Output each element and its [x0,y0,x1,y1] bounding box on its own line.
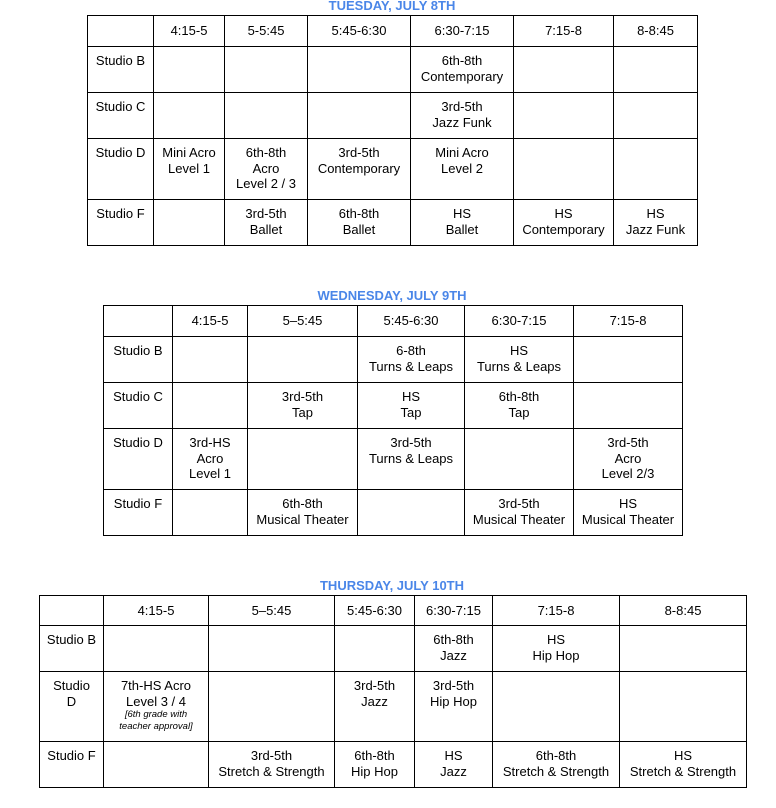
class-cell: 3rd-5th Acro Level 2/3 [574,429,683,490]
time-header: 7:15-8 [514,16,614,47]
class-cell [248,429,358,490]
time-header: 5:45-6:30 [308,16,411,47]
time-header: 5–5:45 [248,306,358,337]
table-row [40,626,747,672]
time-header: 7:15-8 [493,596,620,626]
class-cell [308,93,411,139]
class-cell: 3rd-5th Ballet [225,200,308,246]
class-cell: HS Hip Hop [493,626,620,672]
class-cell [154,93,225,139]
class-cell [173,383,248,429]
time-header: 5–5:45 [209,596,335,626]
time-header: 4:15-5 [154,16,225,47]
class-cell [209,672,335,742]
class-cell [209,626,335,672]
table-row [88,200,698,246]
table-header-row [88,16,698,47]
class-note: [6th grade with teacher approval] [119,709,193,732]
studio-label: Studio F [88,200,154,246]
class-cell: 6th-8th Contemporary [411,47,514,93]
class-cell: HS Musical Theater [574,490,683,536]
class-cell: 3rd-5th Hip Hop [415,672,493,742]
table-header-row [40,596,747,626]
corner-cell [104,306,173,337]
time-header: 5:45-6:30 [335,596,415,626]
class-cell: HS Jazz Funk [614,200,698,246]
studio-label: Studio D [88,139,154,200]
studio-label: Studio C [88,93,154,139]
class-cell: 6th-8th Hip Hop [335,742,415,788]
class-cell: 7th-HS Acro Level 3 / 4 [6th grade with teacher approval] [104,672,209,742]
tuesday-title: TUESDAY, JULY 8TH [328,0,456,13]
wednesday-title: WEDNESDAY, JULY 9TH [317,288,467,303]
class-cell [154,200,225,246]
class-cell: HS Jazz [415,742,493,788]
studio-label: Studio D [40,672,104,742]
class-cell: HS Tap [358,383,465,429]
time-header: 6:30-7:15 [415,596,493,626]
class-cell [614,93,698,139]
class-cell: 6th-8th Stretch & Strength [493,742,620,788]
wednesday-schedule-table [103,305,683,536]
table-row [88,47,698,93]
class-cell [248,337,358,383]
class-cell: 3rd-5th Jazz Funk [411,93,514,139]
time-header: 5:45-6:30 [358,306,465,337]
class-cell: HS Contemporary [514,200,614,246]
class-cell: 6-8th Turns & Leaps [358,337,465,383]
studio-label: Studio F [40,742,104,788]
class-cell: 3rd-5th Stretch & Strength [209,742,335,788]
studio-label: Studio B [40,626,104,672]
table-row [104,429,683,490]
class-cell [614,47,698,93]
class-cell [308,47,411,93]
class-cell: 6th-8th Musical Theater [248,490,358,536]
class-cell [358,490,465,536]
table-row [104,337,683,383]
table-row [104,490,683,536]
class-cell: 3rd-5th Musical Theater [465,490,574,536]
class-cell [465,429,574,490]
table-row [40,742,747,788]
class-cell [574,383,683,429]
studio-label: Studio F [104,490,173,536]
studio-label: Studio B [104,337,173,383]
class-cell [620,626,747,672]
class-cell: 3rd-5th Jazz [335,672,415,742]
class-cell [335,626,415,672]
table-row [40,672,747,742]
studio-label: Studio D [104,429,173,490]
class-cell [104,742,209,788]
time-header: 7:15-8 [574,306,683,337]
thursday-schedule-table [39,595,747,788]
time-header: 4:15-5 [104,596,209,626]
class-cell [173,490,248,536]
table-row [104,383,683,429]
table-row [88,139,698,200]
class-cell: 3rd-5th Turns & Leaps [358,429,465,490]
class-cell [614,139,698,200]
class-cell: 6th-8th Tap [465,383,574,429]
corner-cell [88,16,154,47]
time-header: 8-8:45 [614,16,698,47]
table-header-row [104,306,683,337]
class-cell: HS Ballet [411,200,514,246]
class-cell [620,672,747,742]
studio-label: Studio C [104,383,173,429]
corner-cell [40,596,104,626]
class-cell [514,139,614,200]
class-cell [493,672,620,742]
class-cell [225,47,308,93]
class-cell: Mini Acro Level 1 [154,139,225,200]
class-cell: 6th-8th Acro Level 2 / 3 [225,139,308,200]
tuesday-schedule-table [87,15,698,246]
class-cell: HS Turns & Leaps [465,337,574,383]
class-cell [104,626,209,672]
class-cell [225,93,308,139]
time-header: 6:30-7:15 [411,16,514,47]
class-cell: 6th-8th Jazz [415,626,493,672]
class-cell: 6th-8th Ballet [308,200,411,246]
class-cell: HS Stretch & Strength [620,742,747,788]
class-cell: 3rd-5th Tap [248,383,358,429]
class-cell [173,337,248,383]
class-cell: 3rd-HS Acro Level 1 [173,429,248,490]
time-header: 4:15-5 [173,306,248,337]
time-header: 8-8:45 [620,596,747,626]
table-row [88,93,698,139]
class-cell: Mini Acro Level 2 [411,139,514,200]
time-header: 5-5:45 [225,16,308,47]
studio-label: Studio B [88,47,154,93]
class-cell [514,47,614,93]
class-cell: 3rd-5th Contemporary [308,139,411,200]
time-header: 6:30-7:15 [465,306,574,337]
class-cell [514,93,614,139]
thursday-title: THURSDAY, JULY 10TH [319,578,464,593]
class-cell [574,337,683,383]
class-cell [154,47,225,93]
